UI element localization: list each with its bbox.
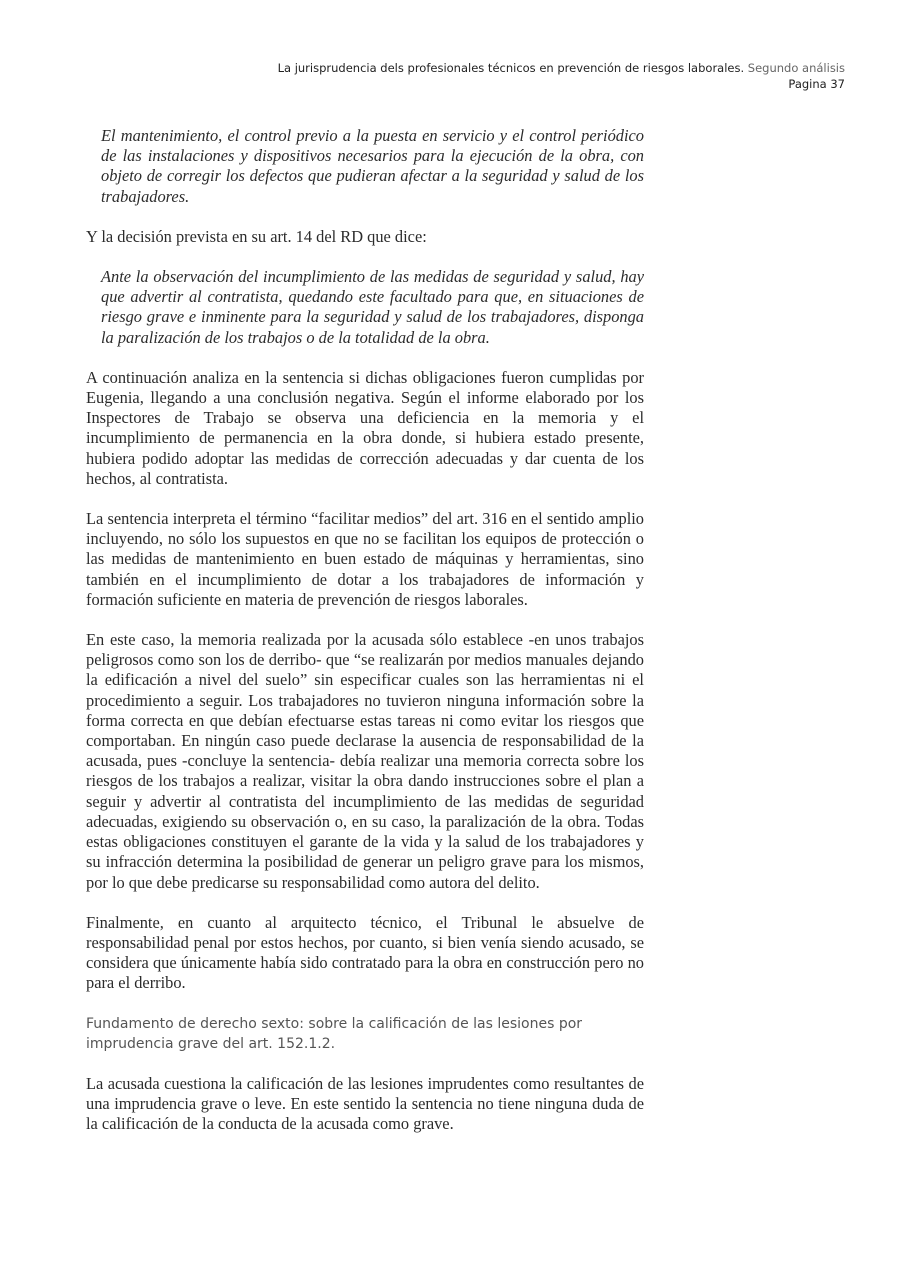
section-heading: Fundamento de derecho sexto: sobre la calificación de las lesiones por imprudencia grave del art. 152.1.2. — [86, 1015, 583, 1052]
paragraph-5: Finalmente, en cuanto al arquitecto técnico, el Tribunal le absuelve de responsabilidad penal por estos hechos, por cuanto, si bien venía siendo acusado, se considera que únicamente había sido contratado para la obra en construcción pero no para el derribo. — [86, 912, 644, 993]
paragraph-4: En este caso, la memoria realizada por la acusada sólo establece -en unos trabajos peligrosos como son los de derribo- que “se realizarán por medios manuales dejando la edificación a nivel del suelo” sin especificar cuales son las herramientas ni el procedimiento a seguir. Los trabajadores no tuvieron ninguna información sobre la forma correcta en que debían efectuarse estas tareas ni como evitar los riesgos que comportaban. En ningún caso puede declarase la ausencia de responsabilidad de la acusada, pues -concluye la sentencia- debía realizar una memoria correcta sobre los riesgos de los trabajos a realizar, visitar la obra dando instrucciones sobre el plan a seguir y advertir al contratista del incumplimiento de las medidas de seguridad adecuadas, exigiendo su observación o, en su caso, la paralización de la obra. Todas estas obligaciones constituyen el garante de la vida y la salud de los trabajadores y su infracción determina la posibilidad de generar un peligro grave para los mismos, por lo que debe predicarse su responsabilidad como autora del delito. — [86, 630, 644, 892]
page-body — [86, 126, 644, 1135]
block-quote-1: El mantenimiento, el control previo a la puesta en servicio y el control periódico de las instalaciones y dispositivos necesarios para la ejecución de la obra, con objeto de corregir los defectos que pudieran afectar a la seguridad y salud de los trabajadores. — [101, 126, 644, 206]
paragraph-6: La acusada cuestiona la calificación de las lesiones imprudentes como resultantes de una imprudencia grave o leve. En este sentido la sentencia no tiene ninguna duda de la calificación de la conducta de la acusada como grave. — [86, 1073, 644, 1134]
header-line — [278, 60, 845, 76]
paragraph-1: Y la decisión prevista en su art. 14 del RD que dice: — [86, 226, 427, 246]
paragraph-3: La sentencia interpreta el término “facilitar medios” del art. 316 en el sentido amplio incluyendo, no sólo los supuestos en que no se facilitan los equipos de protección o las medidas de mantenimiento en buen estado de máquinas y herramientas, sino también en el incumplimiento de dotar a los trabajadores de información y formación suficiente en materia de prevención de riesgos laborales. — [86, 509, 644, 609]
document-subtitle: Segundo análisis — [747, 61, 845, 75]
paragraph-2: A continuación analiza en la sentencia si dichas obligaciones fueron cumplidas por Eugenia, llegando a una conclusión negativa. Según el informe elaborado por los Inspectores de Trabajo se observa una deficiencia en la memoria y el incumplimiento de permanencia en la obra donde, si hubiera estado presente, hubiera podido adoptar las medidas de corrección adecuadas y dar cuenta de los hechos, al contratista. — [86, 367, 644, 488]
block-quote-2: Ante la observación del incumplimiento de las medidas de seguridad y salud, hay que advertir al contratista, quedando este facultado para que, en situaciones de riesgo grave e inminente para la seguridad y salud de los trabajadores, disponga la paralización de los trabajos o de la totalidad de la obra. — [101, 267, 644, 347]
document-title: La jurisprudencia dels profesionales técnicos en prevención de riesgos laborales. — [277, 61, 745, 75]
running-header — [278, 60, 845, 92]
page-number: Pagina 37 — [788, 77, 845, 91]
